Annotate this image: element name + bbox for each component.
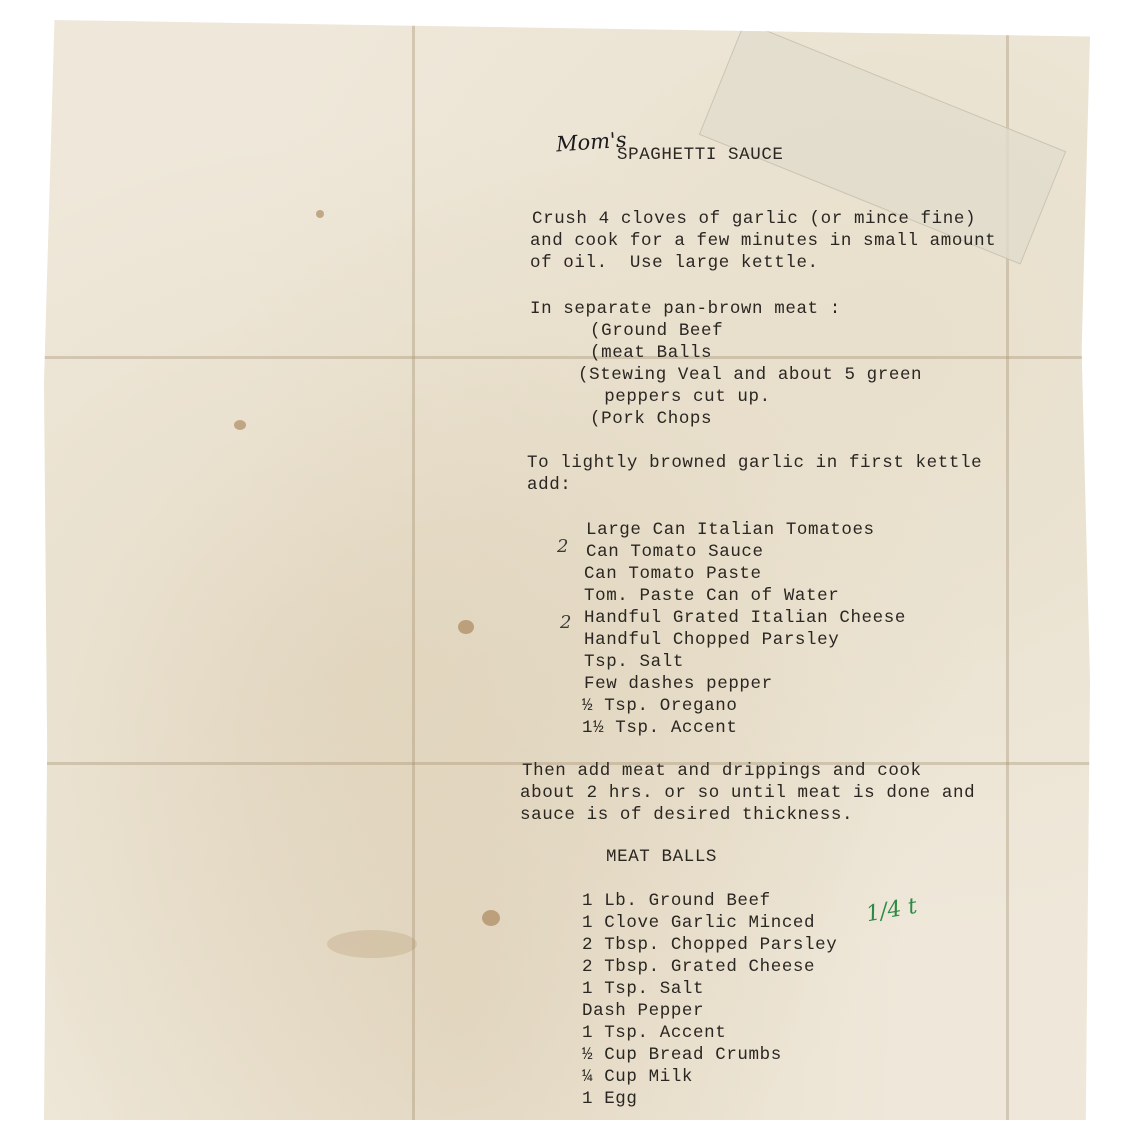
intro-line: of oil. Use large kettle. [530,253,819,273]
handwritten-margin-note: 1/4 t [864,893,920,928]
meatball-ingredient: 2 Tbsp. Grated Cheese [582,957,816,977]
stain-spot [234,420,246,430]
sauce-ingredient: Handful Chopped Parsley [584,630,840,650]
handwritten-count: 2 [560,612,572,633]
intro-line: and cook for a few minutes in small amount [530,231,997,251]
meatball-ingredient: 1 Tsp. Accent [582,1023,727,1043]
sauce-ingredient: 1½ Tsp. Accent [582,718,738,738]
stain-spot [327,930,417,958]
meat-item: (meat Balls [590,343,713,363]
meatball-ingredient: ½ Cup Bread Crumbs [582,1045,782,1065]
sauce-ingredient: ½ Tsp. Oregano [582,696,738,716]
meatball-ingredient: 1 Egg [582,1089,638,1109]
intro-line: Crush 4 cloves of garlic (or mince fine) [532,209,977,229]
meatballs-heading: MEAT BALLS [606,847,718,867]
horizontal-fold-crease [44,356,1090,359]
add-line: To lightly browned garlic in first kettle [527,453,983,473]
meatball-ingredient: 1 Clove Garlic Minced [582,913,816,933]
recipe-title: SPAGHETTI SAUCE [617,145,784,165]
handwritten-count: 2 [557,536,569,557]
meatball-ingredient: 1 Tsp. Salt [582,979,705,999]
finish-line: about 2 hrs. or so until meat is done and [520,783,976,803]
finish-line: sauce is of desired thickness. [520,805,854,825]
recipe-paper [44,20,1090,1120]
sauce-ingredient: Few dashes pepper [584,674,773,694]
stain-spot [482,910,500,926]
vertical-fold-crease [412,20,415,1120]
meatball-ingredient: ¼ Cup Milk [582,1067,694,1087]
meat-item: peppers cut up. [582,387,771,407]
meat-item: (Ground Beef [590,321,724,341]
sauce-ingredient: Large Can Italian Tomatoes [586,520,875,540]
meatball-ingredient: 1 Lb. Ground Beef [582,891,771,911]
meatball-ingredient: Dash Pepper [582,1001,705,1021]
meatball-ingredient: 2 Tbsp. Chopped Parsley [582,935,838,955]
stain-spot [458,620,474,634]
sauce-ingredient: Can Tomato Sauce [586,542,764,562]
meat-item: (Stewing Veal and about 5 green [578,365,923,385]
meat-item: (Pork Chops [590,409,713,429]
finish-line: Then add meat and drippings and cook [522,761,922,781]
sauce-ingredient: Tom. Paste Can of Water [584,586,840,606]
handwritten-title-prefix: Mom's [555,127,628,157]
stain-spot [316,210,324,218]
add-line: add: [527,475,572,495]
meat-heading: In separate pan-brown meat : [530,299,841,319]
sauce-ingredient: Can Tomato Paste [584,564,762,584]
sauce-ingredient: Tsp. Salt [584,652,684,672]
sauce-ingredient: Handful Grated Italian Cheese [584,608,906,628]
